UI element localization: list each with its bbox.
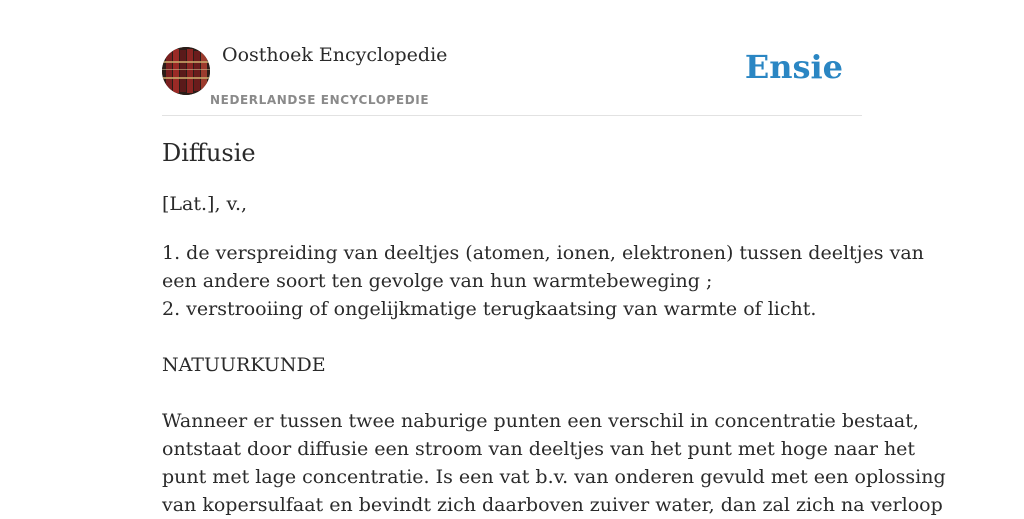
article-etymology: [Lat.], v., xyxy=(162,193,248,215)
paragraph-line: punt met lage concentratie. Is een vat b.v. van onderen gevuld met een oplossing xyxy=(162,466,946,488)
paragraph-line: Wanneer er tussen twee naburige punten een verschil in concentratie bestaat, xyxy=(162,410,919,432)
site-subtitle: NEDERLANDSE ENCYCLOPEDIE xyxy=(210,93,430,107)
paragraph-line: van kopersulfaat en bevindt zich daarboven zuiver water, dan zal zich na verloop xyxy=(162,494,943,516)
paragraph-spacer xyxy=(162,323,872,351)
paragraph-line: ontstaat door diffusie een stroom van deeltjes van het punt met hoge naar het xyxy=(162,438,916,460)
definition-line: 2. verstrooiing of ongelijkmatige terugkaatsing van warmte of licht. xyxy=(162,298,817,320)
page-container xyxy=(162,0,946,516)
encyclopedia-books-avatar[interactable] xyxy=(162,47,210,95)
article-body xyxy=(162,239,946,519)
book-spines-icon xyxy=(162,47,210,95)
paragraph-spacer xyxy=(162,379,872,407)
article-title: Diffusie xyxy=(162,139,256,167)
brand-logo-link[interactable]: Ensie xyxy=(744,48,843,86)
section-heading: NATUURKUNDE xyxy=(162,354,326,376)
site-title-link[interactable]: Oosthoek Encyclopedie xyxy=(222,44,448,66)
site-header xyxy=(162,0,862,116)
definition-line: een andere soort ten gevolge van hun warmtebeweging ; xyxy=(162,270,713,292)
definition-line: 1. de verspreiding van deeltjes (atomen, ionen, elektronen) tussen deeltjes van xyxy=(162,242,924,264)
